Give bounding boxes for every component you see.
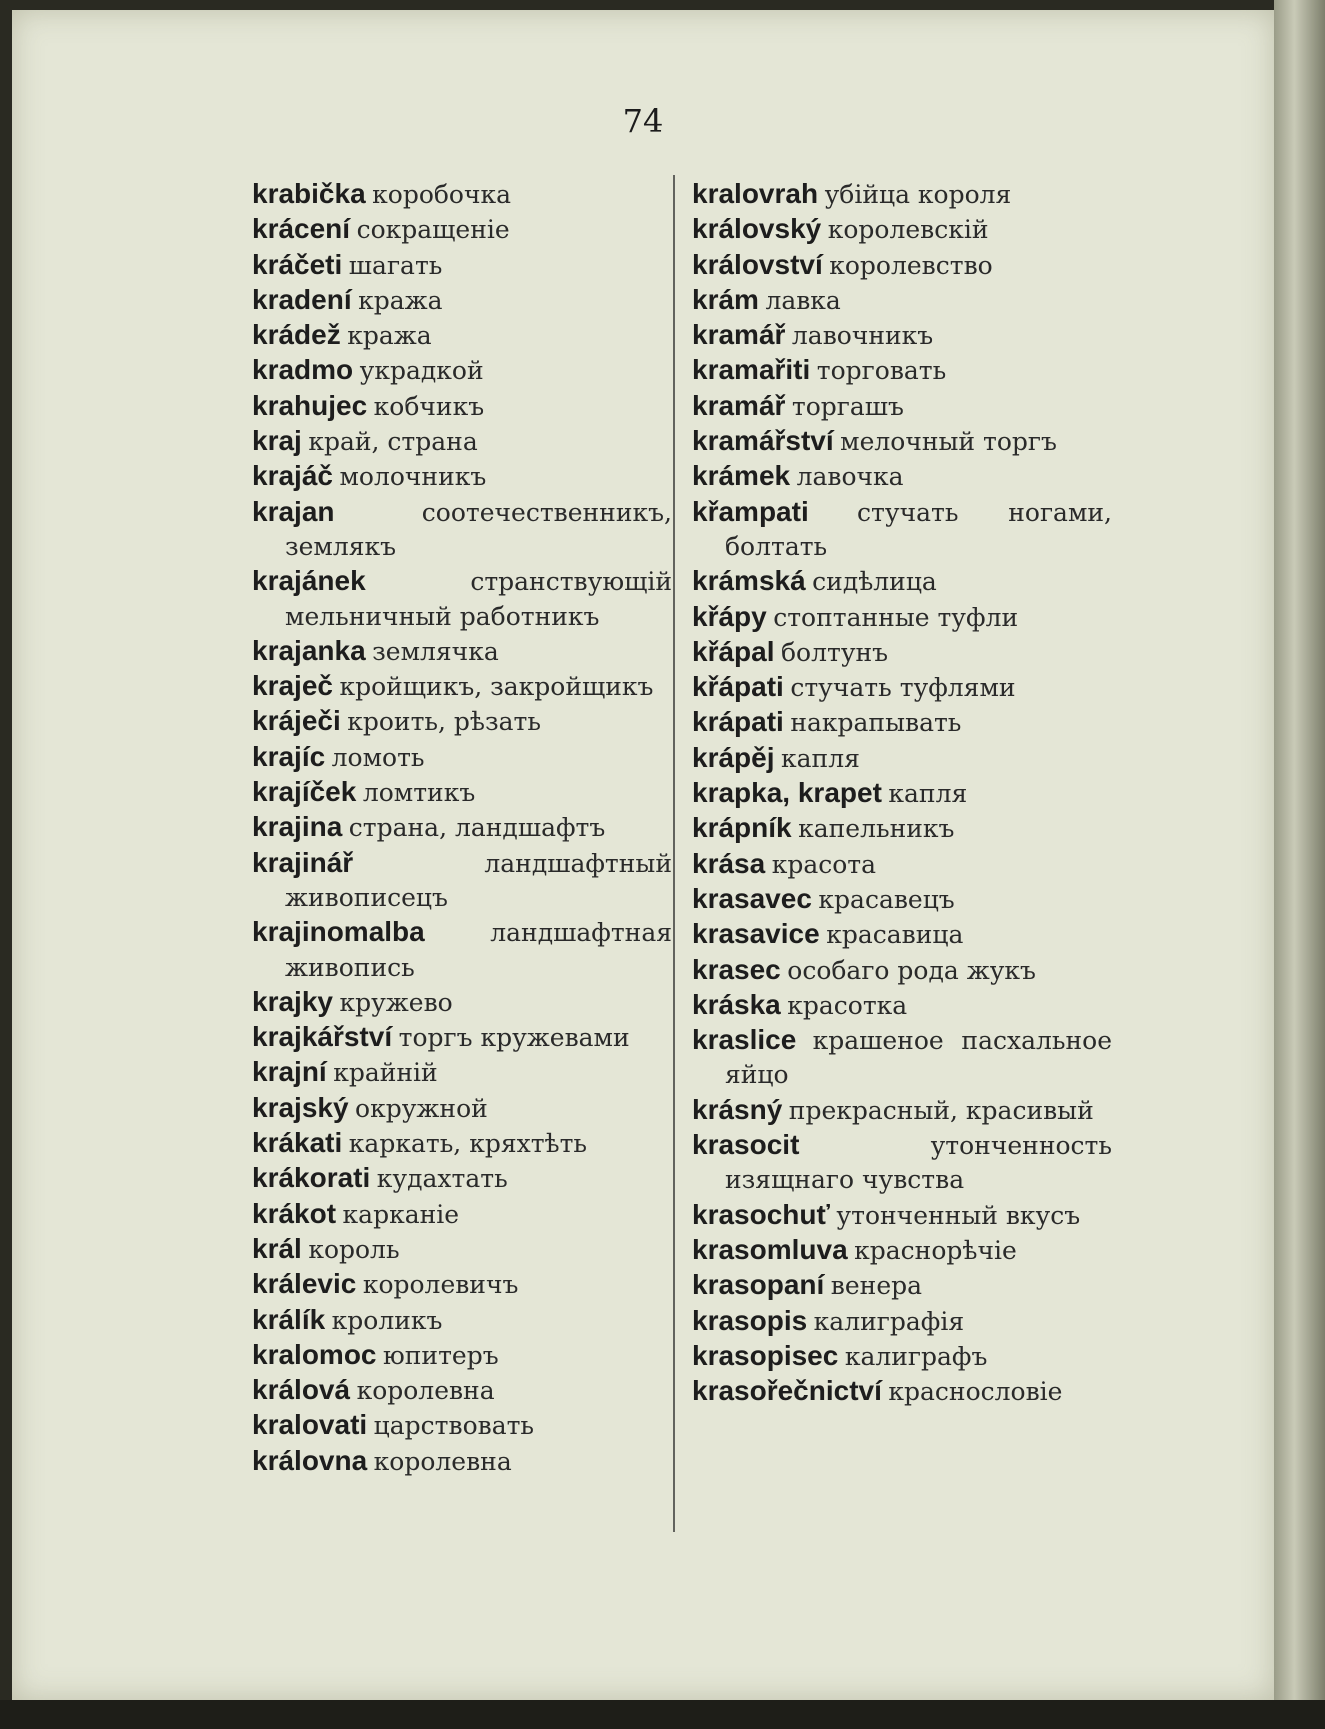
entry-definition: капельникъ (798, 814, 955, 844)
entry-headword: krácení (252, 213, 351, 245)
entry-headword: krajinář (252, 846, 354, 878)
dictionary-entry (252, 634, 672, 669)
entry-headword: krapka, krapet (692, 777, 882, 809)
entry-definition: крайній (333, 1058, 438, 1088)
entry-definition: королевство (829, 250, 993, 280)
entry-definition: болтунъ (781, 637, 889, 667)
entry-headword: krasopis (692, 1304, 808, 1336)
entry-definition: ландшафтная живопись (285, 918, 672, 982)
entry-headword: krákati (252, 1127, 343, 1159)
dictionary-entry (252, 1338, 672, 1373)
dictionary-entry (252, 248, 672, 283)
entry-headword: krajky (252, 985, 333, 1017)
entry-headword: královský (692, 213, 822, 245)
entry-headword: krása (692, 847, 766, 879)
page-number: 74 (622, 102, 664, 140)
entry-definition: сидѣлица (812, 567, 937, 597)
entry-headword: králík (252, 1303, 326, 1335)
dictionary-entry (252, 495, 672, 565)
dictionary-entry (692, 1128, 1112, 1198)
right-column (692, 177, 1112, 1409)
entry-definition: утонченность изящнаго чувства (725, 1131, 1112, 1195)
entry-definition: король (308, 1234, 400, 1264)
dictionary-entry (692, 1233, 1112, 1268)
entry-definition: лавочка (796, 462, 904, 492)
entry-headword: království (692, 248, 823, 280)
dictionary-entry (252, 1091, 672, 1126)
entry-headword: krasochuť (692, 1198, 830, 1230)
entry-headword: krajíček (252, 776, 357, 808)
dictionary-entry (692, 1339, 1112, 1374)
dictionary-entry (692, 459, 1112, 494)
entry-headword: krápati (692, 706, 784, 738)
entry-headword: královna (252, 1444, 368, 1476)
dictionary-entry (252, 1408, 672, 1443)
dictionary-entry (252, 1055, 672, 1090)
entry-headword: králová (252, 1374, 351, 1406)
dictionary-entry (692, 1268, 1112, 1303)
entry-headword: krasopisec (692, 1339, 839, 1371)
dictionary-entry (252, 1161, 672, 1196)
entry-headword: krákorati (252, 1162, 371, 1194)
dictionary-entry (252, 1232, 672, 1267)
entry-definition: королевичъ (362, 1270, 519, 1300)
entry-headword: křápy (692, 600, 767, 632)
entry-definition: украдкой (359, 356, 484, 386)
entry-definition: ландшафтный живописецъ (285, 848, 672, 912)
dictionary-entry (692, 424, 1112, 459)
dictionary-entry (692, 988, 1112, 1023)
dictionary-entry (252, 177, 672, 212)
entry-headword: krajíc (252, 740, 326, 772)
dictionary-entry (252, 212, 672, 247)
entry-definition: юпитеръ (383, 1340, 499, 1370)
entry-headword: kralovrah (692, 178, 819, 209)
entry-headword: kramářství (692, 425, 834, 457)
entry-headword: kralovati (252, 1409, 368, 1441)
dictionary-entry (692, 389, 1112, 424)
entry-definition: капля (781, 743, 860, 773)
entry-definition: капля (888, 779, 968, 809)
entry-definition: красотка (787, 990, 908, 1020)
dictionary-entry (252, 283, 672, 318)
entry-definition: сокращеніе (356, 215, 510, 245)
entry-definition: кража (347, 321, 432, 351)
dictionary-entry (252, 389, 672, 424)
dictionary-entry (252, 459, 672, 494)
entry-headword: krádež (252, 319, 341, 351)
entry-headword: kráčeti (252, 248, 343, 280)
entry-definition: королевна (373, 1446, 512, 1476)
entry-definition: шагать (348, 250, 443, 280)
entry-headword: krasavec (692, 882, 812, 914)
entry-headword: kraječ (252, 670, 333, 702)
entry-definition: окружной (355, 1093, 488, 1123)
dictionary-entry (692, 1093, 1112, 1128)
dictionary-entry (252, 424, 672, 459)
dictionary-entry (692, 1023, 1112, 1093)
entry-headword: kralomoc (252, 1338, 377, 1370)
entry-definition: мелочный торгъ (840, 427, 1057, 457)
entry-definition: накрапывать (790, 708, 962, 738)
dictionary-entry (252, 1126, 672, 1161)
entry-headword: krasocit (692, 1129, 800, 1161)
entry-headword: králevic (252, 1268, 357, 1300)
entry-headword: kramář (692, 319, 786, 351)
dictionary-entry (252, 318, 672, 353)
entry-definition: красавецъ (818, 884, 955, 914)
entry-headword: krajkářství (252, 1021, 393, 1053)
entry-definition: прекрасный, красивый (788, 1095, 1094, 1125)
entry-definition: стучать туфлями (790, 673, 1016, 703)
dictionary-entry (252, 775, 672, 810)
book-page (12, 10, 1274, 1700)
entry-headword: kradení (252, 283, 352, 315)
entry-definition: красавица (826, 920, 964, 950)
entry-definition: торгашъ (791, 391, 904, 421)
entry-definition: край, страна (308, 427, 478, 457)
entry-definition: кража (358, 285, 443, 315)
entry-headword: krasavice (692, 918, 820, 950)
entry-definition: карканіе (342, 1199, 460, 1229)
dictionary-entry (692, 847, 1112, 882)
dictionary-entry (692, 1374, 1112, 1409)
entry-headword: kráječi (252, 705, 341, 737)
dictionary-entry (252, 1020, 672, 1055)
entry-headword: krahujec (252, 389, 368, 421)
entry-definition: крашеное пасхальное яйцо (725, 1026, 1112, 1090)
entry-definition: краснословіе (888, 1377, 1063, 1407)
entry-headword: krajní (252, 1056, 327, 1088)
entry-definition: королевскій (827, 215, 989, 245)
dictionary-entry (692, 283, 1112, 318)
dictionary-entry (692, 1198, 1112, 1233)
dictionary-entry (252, 1444, 672, 1479)
entry-definition: ломтикъ (362, 778, 476, 808)
dictionary-entry (692, 564, 1112, 599)
entry-headword: krámek (692, 460, 791, 492)
dictionary-entry (252, 1267, 672, 1302)
entry-definition: каркать, кряхтѣть (348, 1129, 588, 1159)
entry-headword: krajánek (252, 565, 366, 597)
entry-headword: křampati (692, 495, 809, 527)
dictionary-entry (252, 669, 672, 704)
entry-headword: kraj (252, 425, 302, 457)
entry-definition: страна, ландшафтъ (348, 813, 606, 843)
entry-headword: kráska (692, 988, 781, 1020)
entry-headword: kramář (692, 389, 786, 421)
entry-headword: krámská (692, 565, 806, 597)
entry-headword: krápěj (692, 741, 775, 773)
entry-definition: землячка (372, 636, 499, 666)
dictionary-entry (252, 1373, 672, 1408)
entry-headword: kraslice (692, 1024, 797, 1056)
dictionary-entry (692, 741, 1112, 776)
entry-definition: венера (830, 1271, 923, 1301)
dictionary-entry (692, 1304, 1112, 1339)
entry-headword: král (252, 1232, 302, 1264)
dictionary-entry (252, 353, 672, 388)
dictionary-entry (692, 811, 1112, 846)
entry-definition: кружево (339, 987, 453, 1017)
entry-definition: калиграфъ (844, 1341, 988, 1371)
entry-headword: krabička (252, 178, 366, 209)
dictionary-entry (692, 353, 1112, 388)
entry-definition: калиграфія (813, 1306, 965, 1336)
entry-definition: убійца короля (824, 180, 1012, 209)
entry-definition: царствовать (373, 1411, 535, 1441)
entry-headword: krasomluva (692, 1233, 848, 1265)
entry-definition: утонченный вкусъ (836, 1200, 1081, 1230)
entry-definition: торгъ кружевами (398, 1023, 630, 1053)
dictionary-entry (692, 635, 1112, 670)
entry-headword: krám (692, 283, 759, 315)
dictionary-entry (692, 953, 1112, 988)
entry-headword: kramařiti (692, 354, 811, 386)
left-column (252, 177, 672, 1479)
entry-headword: kradmo (252, 354, 354, 386)
entry-headword: krasopaní (692, 1269, 825, 1301)
entry-definition: кобчикъ (373, 391, 485, 421)
dictionary-entry (692, 318, 1112, 353)
entry-headword: krásný (692, 1093, 783, 1125)
column-divider (673, 175, 675, 1532)
entry-definition: молочникъ (339, 462, 487, 492)
entry-definition: ломоть (331, 742, 425, 772)
entry-headword: krajáč (252, 460, 333, 492)
dictionary-entry (252, 985, 672, 1020)
entry-definition: краснорѣчіе (854, 1235, 1017, 1265)
entry-headword: krápník (692, 812, 792, 844)
entry-headword: krajanka (252, 634, 366, 666)
dictionary-entry (692, 670, 1112, 705)
entry-definition: кройщикъ, закройщикъ (339, 672, 654, 702)
dictionary-entry (692, 776, 1112, 811)
entry-definition: лавочникъ (791, 321, 934, 351)
dictionary-entry (252, 564, 672, 634)
entry-definition: странствующій мельничный работникъ (285, 567, 672, 631)
entry-headword: krajina (252, 811, 343, 843)
dictionary-entry (252, 915, 672, 985)
dictionary-entry (692, 705, 1112, 740)
page-edge (0, 1700, 1325, 1729)
entry-headword: krajský (252, 1091, 349, 1123)
entry-headword: křápati (692, 671, 784, 703)
dictionary-entry (692, 248, 1112, 283)
dictionary-entry (692, 177, 1112, 212)
entry-definition: кроить, рѣзать (347, 707, 541, 737)
dictionary-entry (692, 882, 1112, 917)
entry-definition: кроликъ (331, 1305, 443, 1335)
entry-definition: красота (771, 849, 877, 879)
dictionary-entry (692, 917, 1112, 952)
dictionary-entry (692, 212, 1112, 247)
entry-definition: стоптанные туфли (773, 602, 1019, 632)
dictionary-entry (252, 740, 672, 775)
dictionary-entry (252, 704, 672, 739)
entry-headword: krajan (252, 495, 335, 527)
entry-definition: торговать (816, 356, 947, 386)
entry-definition: коробочка (372, 180, 512, 209)
dictionary-entry (692, 495, 1112, 565)
dictionary-entry (692, 600, 1112, 635)
entry-headword: křápal (692, 635, 775, 667)
entry-headword: krajinomalba (252, 916, 425, 948)
entry-definition: кудахтать (376, 1164, 508, 1194)
entry-definition: королевна (356, 1376, 495, 1406)
entry-headword: krasec (692, 953, 781, 985)
entry-headword: krasořečnictví (692, 1375, 882, 1407)
dictionary-entry (252, 810, 672, 845)
dictionary-entry (252, 1303, 672, 1338)
book-spine (1274, 0, 1325, 1729)
entry-definition: особаго рода жукъ (787, 955, 1036, 985)
entry-definition: соотечественникъ, землякъ (285, 497, 672, 561)
dictionary-entry (252, 846, 672, 916)
dictionary-entry (252, 1197, 672, 1232)
entry-definition: стучать ногами, болтать (725, 497, 1113, 561)
entry-definition: лавка (765, 285, 841, 315)
entry-headword: krákot (252, 1197, 337, 1229)
